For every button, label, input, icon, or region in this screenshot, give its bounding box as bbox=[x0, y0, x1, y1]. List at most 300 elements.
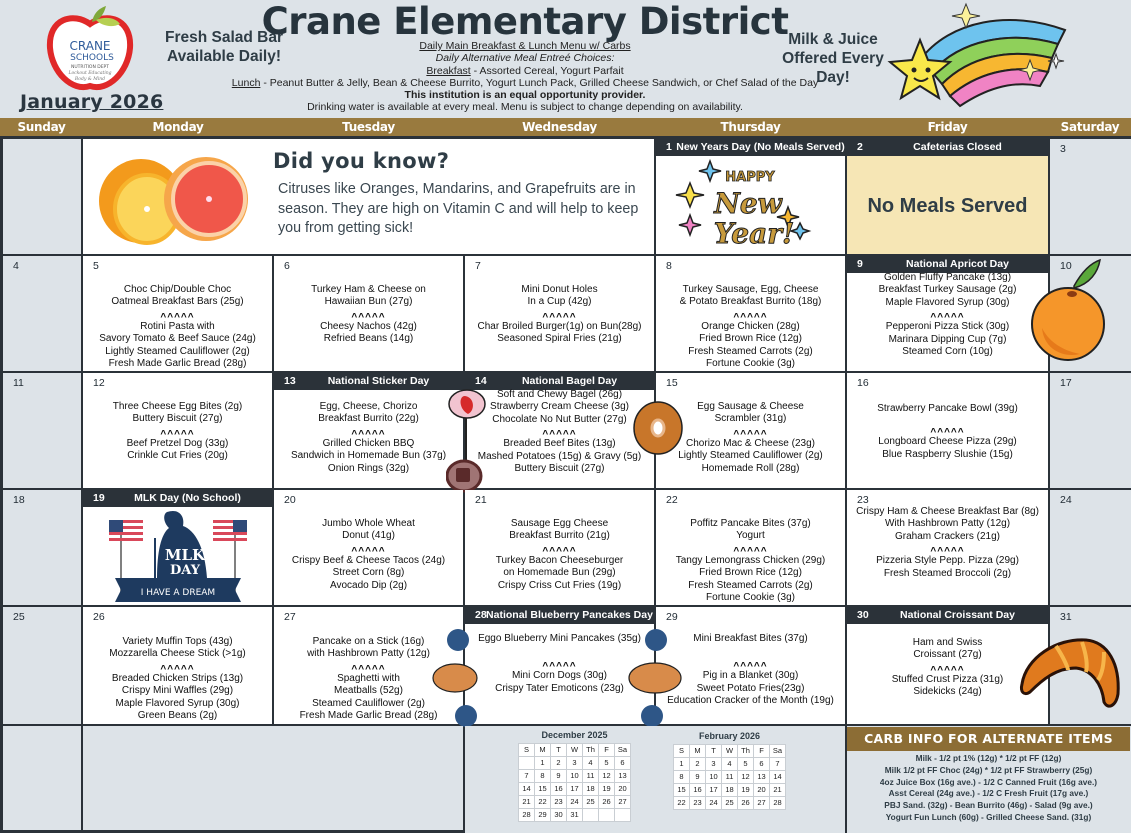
weekday-tuesday: Tuesday bbox=[342, 120, 395, 134]
event-bar bbox=[656, 139, 845, 156]
day-cell-6 bbox=[274, 256, 463, 371]
date-cell: 7 bbox=[770, 758, 785, 770]
carb-info-line: Milk - 1/2 pt 1% (12g) * 1/2 pt FF (12g) bbox=[915, 753, 1062, 763]
lunch-item: Lightly Steamed Cauliflower (2g) bbox=[105, 345, 250, 357]
lunch-item: Steamed Corn (10g) bbox=[902, 346, 993, 358]
svg-text:SCHOOLS: SCHOOLS bbox=[70, 53, 114, 63]
event-title: Cafeterias Closed bbox=[913, 141, 1002, 153]
day-cell-21 bbox=[465, 490, 654, 605]
breakfast-item: Chocolate No Nut Butter (27g) bbox=[492, 413, 627, 425]
day-cell-14 bbox=[465, 373, 654, 488]
breakfast-item: Egg Sausage & Cheese bbox=[697, 401, 804, 412]
breakfast-item: Strawberry Pancake Bowl (39g) bbox=[877, 403, 1018, 414]
svg-text:HAPPY: HAPPY bbox=[725, 170, 775, 185]
date-cell: 14 bbox=[770, 771, 785, 783]
day-number: 9 bbox=[857, 258, 863, 270]
empty-sunday-cell bbox=[3, 139, 81, 254]
lunch-alt-text: - Peanut Butter & Jelly, Bean & Cheese Burrito, Yogurt Lunch Pack, Grilled Cheese Sandwich, or Chef Salad of the Day bbox=[260, 76, 819, 89]
breakfast-item: Poffitz Pancake Bites (37g) bbox=[690, 518, 811, 529]
lunch-item: Turkey Bacon Cheeseburger bbox=[495, 554, 624, 566]
date-cell: 25 bbox=[583, 796, 598, 808]
breakfast-item: Eggo Blueberry Mini Pancakes (35g) bbox=[478, 633, 641, 644]
weekday-header: S bbox=[674, 745, 689, 757]
menu-list bbox=[83, 401, 272, 463]
lunch-item: Longboard Cheese Pizza (29g) bbox=[878, 436, 1017, 448]
weekday-header: Sa bbox=[615, 744, 630, 756]
svg-text:Year!: Year! bbox=[713, 217, 795, 250]
menu-list bbox=[656, 633, 845, 708]
date-cell: 10 bbox=[706, 771, 721, 783]
day-cell-24 bbox=[1050, 490, 1131, 605]
day-number: 23 bbox=[857, 494, 869, 506]
lunch-item: Blue Raspberry Slushie (15g) bbox=[882, 448, 1013, 460]
lunch-item: Street Corn (8g) bbox=[332, 567, 405, 579]
lunch-item: Green Beans (2g) bbox=[137, 710, 218, 722]
event-title: National Apricot Day bbox=[906, 258, 1009, 270]
day-number: 10 bbox=[1060, 260, 1072, 272]
lunch-item: Pizzeria Style Pepp. Pizza (29g) bbox=[876, 555, 1019, 567]
event-title: National Croissant Day bbox=[900, 609, 1015, 621]
breakfast-item: Breakfast Turkey Sausage (2g) bbox=[878, 284, 1017, 296]
lunch-item: Spaghetti with bbox=[337, 672, 400, 684]
date-cell: 25 bbox=[722, 797, 737, 809]
did-you-know-panel bbox=[83, 139, 654, 254]
lunch-item: Cheesy Nachos (42g) bbox=[320, 320, 417, 332]
breakfast-item: Soft and Chewy Bagel (26g) bbox=[496, 389, 623, 400]
day-cell-7 bbox=[465, 256, 654, 371]
disclaimer: Drinking water is available at every meal. Menu is subject to change depending on availability. bbox=[307, 101, 743, 114]
meal-separator: ^^^^^ bbox=[351, 663, 386, 675]
lunch-item: Breaded Chicken Strips (13g) bbox=[111, 672, 244, 684]
date-cell: 27 bbox=[754, 797, 769, 809]
date-cell: 11 bbox=[583, 770, 598, 782]
date-cell: 18 bbox=[583, 783, 598, 795]
date-cell: 6 bbox=[615, 757, 630, 769]
lunch-item: Refried Beans (14g) bbox=[323, 333, 414, 345]
meal-separator: ^^^^^ bbox=[930, 427, 965, 439]
day-number: 24 bbox=[1060, 494, 1072, 506]
weekday-saturday: Saturday bbox=[1060, 120, 1120, 134]
date-cell: 27 bbox=[615, 796, 630, 808]
lunch-item: Fortune Cookie (3g) bbox=[706, 592, 795, 604]
lunch-item: Buttery Biscuit (27g) bbox=[514, 463, 605, 475]
date-cell: 17 bbox=[706, 784, 721, 796]
menu-list bbox=[83, 636, 272, 722]
event-title: New Years Day (No Meals Served) bbox=[676, 141, 845, 153]
menu-list bbox=[465, 284, 654, 346]
day-cell-26 bbox=[83, 607, 272, 724]
date-cell: 21 bbox=[770, 784, 785, 796]
did-you-know-title: Did you know? bbox=[273, 149, 450, 173]
lunch-item: Seasoned Spiral Fries (21g) bbox=[497, 333, 622, 345]
date-cell: 13 bbox=[615, 770, 630, 782]
crane-schools-apple-logo bbox=[44, 6, 136, 94]
date-cell: 2 bbox=[551, 757, 566, 769]
date-cell: 12 bbox=[599, 770, 614, 782]
day-number: 16 bbox=[857, 377, 869, 389]
svg-text:MLK: MLK bbox=[164, 546, 206, 564]
lunch-item: Education Cracker of the Month (19g) bbox=[667, 695, 834, 707]
svg-text:DAY: DAY bbox=[170, 563, 200, 578]
lunch-item: Crispy Mini Waffles (29g) bbox=[121, 685, 234, 697]
meal-separator: ^^^^^ bbox=[160, 428, 195, 440]
day-cell-13 bbox=[274, 373, 463, 488]
event-bar bbox=[847, 607, 1048, 624]
breakfast-item: with Hashbrown Patty (12g) bbox=[307, 648, 430, 660]
date-cell: 2 bbox=[690, 758, 705, 770]
weekday-header: M bbox=[535, 744, 550, 756]
breakfast-item: In a Cup (42g) bbox=[527, 296, 592, 308]
day-number: 12 bbox=[93, 377, 105, 389]
event-bar bbox=[847, 139, 1048, 156]
day-number: 8 bbox=[666, 260, 672, 272]
weekday-header: T bbox=[706, 745, 721, 757]
weekday-header: S bbox=[519, 744, 534, 756]
day-number: 21 bbox=[475, 494, 487, 506]
breakfast-item: Egg, Cheese, Chorizo bbox=[319, 401, 418, 412]
date-cell: 24 bbox=[567, 796, 582, 808]
weekday-monday: Monday bbox=[152, 120, 204, 134]
day-number: 6 bbox=[284, 260, 290, 272]
lunch-item: Crispy Tater Emoticons (23g) bbox=[495, 682, 624, 694]
no-meals-message: No Meals Served bbox=[867, 195, 1028, 217]
alt-choices-label: Daily Alternative Meal Entreé Choices: bbox=[435, 52, 615, 65]
breakfast-item: Choc Chip/Double Choc bbox=[123, 284, 232, 295]
day-number: 14 bbox=[475, 375, 487, 387]
weekday-header-row bbox=[0, 118, 1131, 136]
day-cell-9 bbox=[847, 256, 1048, 371]
mini-calendar-february bbox=[673, 731, 786, 810]
lunch-item: Char Broiled Burger(1g) on Bun(28g) bbox=[477, 320, 642, 332]
date-cell: 8 bbox=[674, 771, 689, 783]
day-cell-20 bbox=[274, 490, 463, 605]
date-cell: 23 bbox=[551, 796, 566, 808]
event-title: National Blueberry Pancakes Day bbox=[486, 609, 653, 621]
date-cell: 29 bbox=[535, 809, 550, 821]
mini-calendar-title: February 2026 bbox=[698, 731, 761, 741]
breakfast-item: Crispy Ham & Cheese Breakfast Bar (8g) bbox=[856, 506, 1039, 517]
citrus-fruit-icon bbox=[91, 149, 251, 247]
menu-list bbox=[274, 401, 463, 475]
date-cell: 11 bbox=[722, 771, 737, 783]
weekday-header: F bbox=[599, 744, 614, 756]
lunch-item: Fresh Made Garlic Bread (28g) bbox=[108, 358, 247, 370]
carb-info-line: Yogurt Fun Lunch (60g) - Grilled Cheese Sand. (31g) bbox=[885, 811, 1092, 822]
day-number: 30 bbox=[857, 609, 869, 621]
breakfast-item: Yogurt bbox=[736, 530, 765, 542]
meal-separator: ^^^^^ bbox=[930, 312, 965, 324]
lunch-item: Pig in a Blanket (30g) bbox=[702, 670, 799, 682]
breakfast-item: Mini Donut Holes bbox=[521, 284, 598, 295]
date-cell bbox=[599, 809, 614, 821]
date-cell: 8 bbox=[535, 770, 550, 782]
date-cell: 15 bbox=[535, 783, 550, 795]
day-number: 11 bbox=[13, 377, 24, 389]
day-cell-16 bbox=[847, 373, 1048, 488]
weekday-header: W bbox=[567, 744, 582, 756]
breakfast-item: Pancake on a Stick (16g) bbox=[312, 636, 425, 647]
carb-info-list bbox=[847, 751, 1130, 833]
lunch-item: Onion Rings (32g) bbox=[327, 462, 410, 474]
date-cell bbox=[583, 809, 598, 821]
meal-separator: ^^^^^ bbox=[733, 661, 768, 673]
date-cell: 10 bbox=[567, 770, 582, 782]
lunch-item: Orange Chicken (28g) bbox=[701, 320, 800, 332]
date-cell: 28 bbox=[770, 797, 785, 809]
weekday-header: T bbox=[551, 744, 566, 756]
happy-new-year-icon bbox=[670, 157, 820, 253]
shooting-star-icon bbox=[880, 0, 1080, 118]
meal-separator: ^^^^^ bbox=[542, 661, 577, 673]
lunch-item: Avocado Dip (2g) bbox=[329, 579, 408, 591]
meal-separator: ^^^^^ bbox=[351, 311, 386, 323]
date-cell: 24 bbox=[706, 797, 721, 809]
date-cell: 22 bbox=[535, 796, 550, 808]
meal-separator: ^^^^^ bbox=[733, 545, 768, 557]
date-cell: 17 bbox=[567, 783, 582, 795]
lunch-item: Fresh Steamed Broccoli (2g) bbox=[883, 567, 1012, 579]
date-cell: 26 bbox=[599, 796, 614, 808]
breakfast-item: & Potato Breakfast Burrito (18g) bbox=[679, 296, 822, 308]
day-number: 29 bbox=[666, 611, 678, 623]
breakfast-item: Turkey Sausage, Egg, Cheese bbox=[682, 284, 819, 295]
breakfast-item: Strawberry Cream Cheese (3g) bbox=[490, 401, 629, 413]
date-cell: 28 bbox=[519, 809, 534, 821]
weekday-wednesday: Wednesday bbox=[522, 120, 597, 134]
date-cell: 1 bbox=[674, 758, 689, 770]
date-cell: 26 bbox=[738, 797, 753, 809]
meal-separator: ^^^^^ bbox=[160, 311, 195, 323]
date-cell: 1 bbox=[535, 757, 550, 769]
lunch-item: Fried Brown Rice (12g) bbox=[699, 333, 802, 345]
lunch-item: Tangy Lemongrass Chicken (29g) bbox=[675, 554, 826, 566]
lunch-item: Sweet Potato Fries(23g) bbox=[696, 682, 805, 694]
day-number: 18 bbox=[13, 494, 25, 506]
lunch-item: Chorizo Mac & Cheese (23g) bbox=[686, 437, 815, 449]
date-cell: 13 bbox=[754, 771, 769, 783]
mini-calendar-december bbox=[518, 730, 631, 822]
lunch-item: Fried Brown Rice (12g) bbox=[699, 567, 802, 579]
day-number: 5 bbox=[93, 260, 99, 272]
breakfast-item: With Hashbrown Patty (12g) bbox=[884, 518, 1011, 530]
breakfast-alt-text: - Assorted Cereal, Yogurt Parfait bbox=[470, 64, 624, 77]
event-bar bbox=[83, 490, 272, 507]
date-cell: 9 bbox=[690, 771, 705, 783]
day-cell-29 bbox=[656, 607, 845, 724]
meal-separator: ^^^^^ bbox=[733, 428, 768, 440]
svg-text:CRANE: CRANE bbox=[69, 39, 111, 53]
lunch-item: Rotini Pasta with bbox=[140, 320, 215, 332]
lunch-item: Marinara Dipping Cup (7g) bbox=[888, 333, 1007, 345]
lunch-item: Crispy Beef & Cheese Tacos (24g) bbox=[291, 554, 446, 566]
month-title: January 2026 bbox=[20, 91, 164, 113]
carb-info-line: 4oz Juice Box (16g ave.) - 1/2 C Canned Fruit (16g ave.) bbox=[879, 776, 1098, 787]
day-number: 20 bbox=[284, 494, 296, 506]
meal-separator: ^^^^^ bbox=[351, 428, 386, 440]
bagel-icon bbox=[632, 400, 684, 456]
day-cell-4 bbox=[3, 256, 81, 371]
date-cell: 4 bbox=[583, 757, 598, 769]
date-cell bbox=[519, 757, 534, 769]
weekday-sunday: Sunday bbox=[17, 120, 66, 134]
meal-separator: ^^^^^ bbox=[160, 663, 195, 675]
date-cell: 16 bbox=[551, 783, 566, 795]
meal-separator: ^^^^^ bbox=[930, 546, 965, 558]
blueberry-pancake-icon bbox=[628, 628, 682, 728]
lunch-item: Crispy Criss Cut Fries (19g) bbox=[497, 579, 622, 591]
lunch-item: Mini Corn Dogs (30g) bbox=[511, 670, 608, 682]
day-cell-15 bbox=[656, 373, 845, 488]
mlk-day-icon bbox=[105, 508, 250, 604]
date-cell: 20 bbox=[615, 783, 630, 795]
croissant-icon bbox=[1016, 634, 1124, 712]
strawberry-sticker-icon bbox=[446, 388, 488, 498]
breakfast-item: Maple Flavored Syrup (30g) bbox=[885, 296, 1010, 308]
lunch-item: Fresh Steamed Carrots (2g) bbox=[688, 345, 813, 357]
day-number: 7 bbox=[475, 260, 481, 272]
breakfast-item: Ham and Swiss bbox=[912, 637, 983, 648]
day-number: 31 bbox=[1060, 611, 1072, 623]
breakfast-item: Oatmeal Breakfast Bars (25g) bbox=[111, 296, 244, 308]
day-cell-25 bbox=[3, 607, 81, 724]
did-you-know-text: Citruses like Oranges, Mandarins, and Grapefruits are in season. They are high on Vitamin C and will help to keep you from getting sick! bbox=[278, 181, 639, 236]
event-bar bbox=[465, 607, 654, 624]
breakfast-item: Jumbo Whole Wheat bbox=[322, 518, 415, 529]
meal-separator: ^^^^^ bbox=[542, 429, 577, 441]
lunch-item: Meatballs (52g) bbox=[334, 685, 403, 697]
day-cell-1 bbox=[656, 139, 845, 254]
lunch-item: Fortune Cookie (3g) bbox=[706, 358, 795, 370]
meal-separator: ^^^^^ bbox=[733, 311, 768, 323]
carb-info-title: CARB INFO FOR ALTERNATE ITEMS bbox=[847, 727, 1130, 751]
empty-cell bbox=[3, 726, 81, 830]
event-bar bbox=[274, 373, 463, 390]
menu-subtitle: Daily Main Breakfast & Lunch Menu w/ Carbs bbox=[419, 40, 631, 52]
weekday-friday: Friday bbox=[927, 120, 968, 134]
lunch-label: Lunch bbox=[231, 76, 261, 89]
day-number: 1 bbox=[666, 141, 672, 153]
breakfast-item: Sausage Egg Cheese bbox=[510, 518, 609, 529]
lunch-item: Steamed Cauliflower (2g) bbox=[312, 697, 425, 709]
day-number: 15 bbox=[666, 377, 678, 389]
lunch-item: Crinkle Cut Fries (20g) bbox=[127, 450, 228, 462]
lunch-item: Fresh Made Garlic Bread (28g) bbox=[299, 710, 438, 722]
date-cell: 19 bbox=[738, 784, 753, 796]
lunch-item: Breaded Beef Bites (13g) bbox=[503, 438, 616, 450]
date-cell bbox=[615, 809, 630, 821]
event-bar bbox=[847, 256, 1048, 273]
weekday-header: Th bbox=[583, 744, 598, 756]
meal-separator: ^^^^^ bbox=[542, 311, 577, 323]
mini-calendar-table bbox=[673, 744, 786, 810]
salad-bar-note: Fresh Salad Bar Available Daily! bbox=[164, 29, 284, 65]
lunch-item: Grilled Chicken BBQ bbox=[322, 437, 415, 449]
breakfast-item: Three Cheese Egg Bites (2g) bbox=[112, 401, 243, 412]
date-cell: 16 bbox=[690, 784, 705, 796]
lunch-item: Fresh Steamed Carrots (2g) bbox=[688, 579, 813, 591]
menu-list bbox=[847, 272, 1048, 358]
event-title: National Sticker Day bbox=[327, 375, 430, 387]
day-cell-18 bbox=[3, 490, 81, 605]
svg-text:NUTRITION DEPT: NUTRITION DEPT bbox=[70, 65, 110, 70]
svg-text:I HAVE A DREAM: I HAVE A DREAM bbox=[140, 588, 216, 598]
lunch-item: Beef Pretzel Dog (33g) bbox=[126, 437, 229, 449]
meal-separator: ^^^^^ bbox=[351, 545, 386, 557]
breakfast-item: Scrambler (31g) bbox=[714, 413, 787, 425]
lunch-item: Sidekicks (24g) bbox=[913, 686, 982, 698]
menu-list bbox=[465, 633, 654, 695]
carb-info-line: PBJ Sand. (32g) - Bean Burrito (46g) - Salad (9g ave.) bbox=[884, 800, 1093, 811]
weekday-thursday: Thursday bbox=[720, 120, 781, 134]
date-cell: 18 bbox=[722, 784, 737, 796]
date-cell: 15 bbox=[674, 784, 689, 796]
breakfast-item: Mini Breakfast Bites (37g) bbox=[693, 633, 808, 644]
day-number: 19 bbox=[93, 492, 105, 504]
district-title: Crane Elementary District bbox=[261, 0, 789, 43]
day-cell-3 bbox=[1050, 139, 1131, 254]
day-cell-5 bbox=[83, 256, 272, 371]
day-number: 28 bbox=[475, 609, 487, 621]
svg-text:Lockout Educating: Lockout Educating bbox=[68, 71, 112, 76]
breakfast-item: Golden Fluffy Pancake (13g) bbox=[883, 272, 1012, 283]
event-bar bbox=[465, 373, 654, 390]
lunch-item: Maple Flavored Syrup (30g) bbox=[115, 697, 240, 709]
breakfast-item: Turkey Ham & Cheese on bbox=[311, 284, 426, 295]
lunch-item: Sandwich in Homemade Bun (37g) bbox=[290, 450, 447, 462]
meal-separator: ^^^^^ bbox=[930, 664, 965, 676]
menu-list bbox=[465, 389, 654, 475]
date-cell: 7 bbox=[519, 770, 534, 782]
carb-info-line: Asst Cereal (24g ave.) - 1/2 C Fresh Fruit (17g ave.) bbox=[888, 788, 1089, 799]
weekday-header: M bbox=[690, 745, 705, 757]
breakfast-item: Variety Muffin Tops (43g) bbox=[122, 636, 233, 647]
menu-list bbox=[656, 284, 845, 370]
carb-info-line: Milk 1/2 pt FF Choc (24g) * 1/2 pt FF Strawberry (25g) bbox=[884, 764, 1093, 775]
day-number: 4 bbox=[13, 260, 19, 272]
breakfast-alt-line bbox=[250, 65, 800, 77]
lunch-item: Mashed Potatoes (15g) & Gravy (5g) bbox=[477, 450, 642, 462]
date-cell: 3 bbox=[706, 758, 721, 770]
breakfast-item: Graham Crackers (21g) bbox=[894, 530, 1001, 542]
day-cell-8 bbox=[656, 256, 845, 371]
meal-separator: ^^^^^ bbox=[542, 545, 577, 557]
lunch-item: Homemade Roll (28g) bbox=[701, 462, 800, 474]
day-number: 2 bbox=[857, 141, 863, 153]
date-cell: 22 bbox=[674, 797, 689, 809]
apricot-icon bbox=[1028, 258, 1106, 370]
menu-list bbox=[274, 518, 463, 592]
lunch-item: Savory Tomato & Beef Sauce (24g) bbox=[99, 333, 256, 345]
day-number: 22 bbox=[666, 494, 678, 506]
breakfast-item: Buttery Biscuit (27g) bbox=[132, 413, 223, 425]
date-cell: 5 bbox=[738, 758, 753, 770]
day-number: 17 bbox=[1060, 377, 1072, 389]
lunch-item: Stuffed Crust Pizza (31g) bbox=[891, 673, 1004, 685]
menu-list bbox=[847, 506, 1048, 580]
menu-list bbox=[656, 401, 845, 475]
page-header bbox=[0, 0, 1131, 118]
menu-list bbox=[847, 403, 1048, 461]
date-cell: 21 bbox=[519, 796, 534, 808]
day-cell-23 bbox=[847, 490, 1048, 605]
date-cell: 20 bbox=[754, 784, 769, 796]
equal-opportunity-statement: This institution is an equal opportunity provider. bbox=[404, 89, 646, 102]
menu-list bbox=[656, 518, 845, 604]
lunch-item: Lightly Steamed Cauliflower (2g) bbox=[678, 450, 823, 462]
day-number: 3 bbox=[1060, 143, 1066, 155]
breakfast-item: Donut (41g) bbox=[342, 530, 395, 542]
mini-calendar-title: December 2025 bbox=[541, 730, 608, 740]
